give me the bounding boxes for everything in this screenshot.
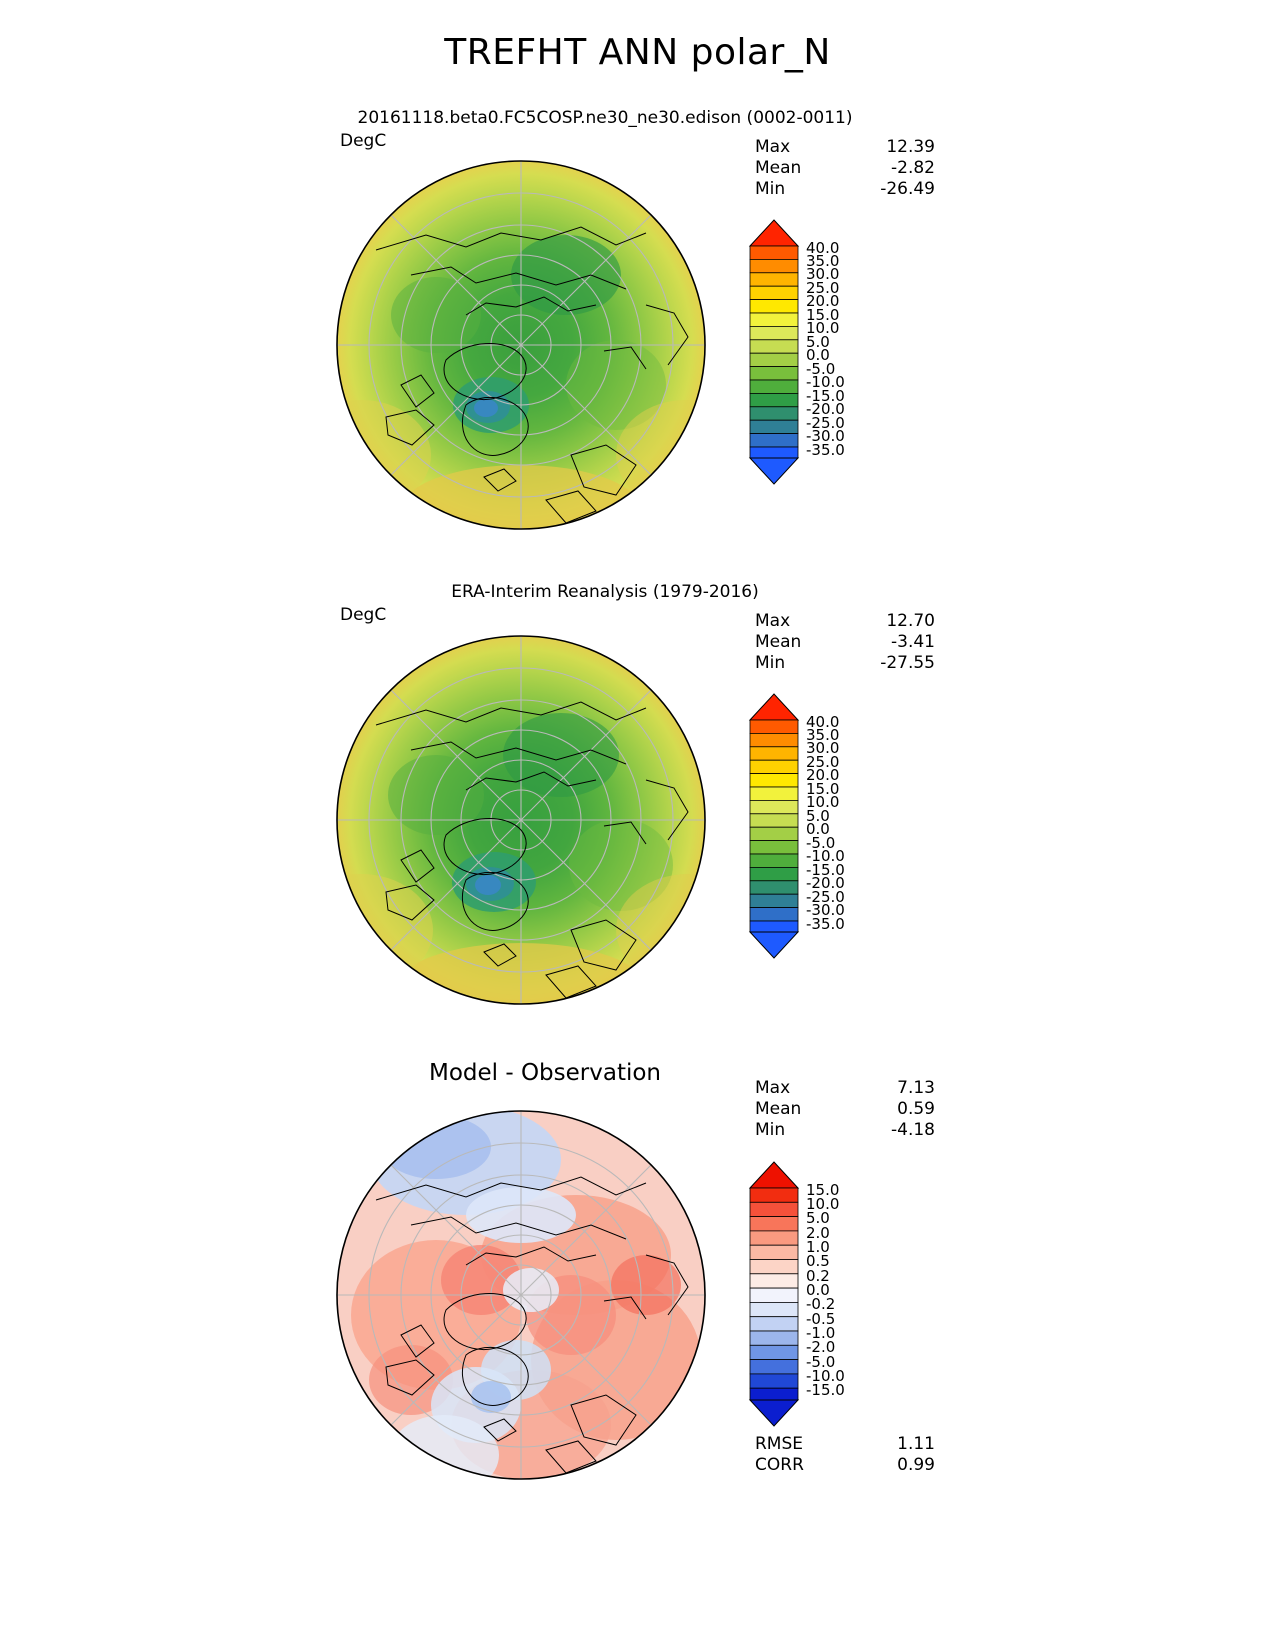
cbar-tick: 15.0 — [806, 780, 840, 798]
panel-model-title: 20161118.beta0.FC5COSP.ne30_ne30.edison (0002-0011) — [357, 108, 853, 128]
panel-observation-units: DegC — [340, 605, 387, 625]
stat-value-mean: 0.59 — [897, 1099, 935, 1119]
panel-difference — [0, 1000, 1275, 1620]
stat-value-min: -27.55 — [880, 653, 935, 673]
cbar-tick: -0.2 — [806, 1295, 836, 1313]
stat-value-max: 12.39 — [886, 137, 935, 157]
cbar-tick: 40.0 — [806, 713, 840, 731]
map-observation — [316, 630, 726, 1010]
stat-label-min: Min — [755, 1120, 786, 1140]
cbar-tick: 30.0 — [806, 265, 840, 283]
cbar-tick: -10.0 — [806, 847, 845, 865]
panel-difference-title: Model - Observation — [428, 1060, 662, 1086]
cbar-tick: 40.0 — [806, 239, 840, 257]
cbar-tick: 15.0 — [806, 1181, 840, 1199]
cbar-tick: -25.0 — [806, 414, 845, 432]
stat-value-mean: -2.82 — [891, 158, 935, 178]
cbar-tick: 10.0 — [806, 1195, 840, 1213]
panel-observation-title: ERA-Interim Reanalysis (1979-2016) — [451, 582, 759, 602]
stat-value-corr: 0.99 — [897, 1455, 935, 1475]
cbar-tick: 20.0 — [806, 292, 840, 310]
cbar-tick: 1.0 — [806, 1238, 830, 1256]
cbar-tick: -25.0 — [806, 888, 845, 906]
figure-title: TREFHT ANN polar_N — [444, 32, 831, 73]
cbar-tick: -1.0 — [806, 1324, 836, 1342]
cbar-tick: -20.0 — [806, 874, 845, 892]
cbar-tick: -15.0 — [806, 387, 845, 405]
cbar-tick: 0.0 — [806, 346, 830, 364]
cbar-tick: -30.0 — [806, 901, 845, 919]
cbar-tick: 10.0 — [806, 319, 840, 337]
cbar-tick: -15.0 — [806, 861, 845, 879]
stat-label-max: Max — [755, 611, 791, 631]
stat-label-max: Max — [755, 1078, 791, 1098]
cbar-tick: 0.0 — [806, 820, 830, 838]
stat-label-mean: Mean — [755, 1099, 802, 1119]
stat-label-mean: Mean — [755, 158, 802, 178]
stat-value-rmse: 1.11 — [897, 1434, 935, 1454]
cbar-tick: -5.0 — [806, 360, 836, 378]
colorbar-observation — [748, 692, 800, 960]
cbar-tick: 35.0 — [806, 252, 840, 270]
colorbar-difference — [748, 1160, 800, 1428]
cbar-tick: -35.0 — [806, 915, 845, 933]
stat-label-min: Min — [755, 179, 786, 199]
map-difference — [316, 1105, 726, 1485]
cbar-tick: -30.0 — [806, 427, 845, 445]
stat-label-rmse: RMSE — [755, 1434, 804, 1454]
cbar-tick: 5.0 — [806, 807, 830, 825]
cbar-tick: -2.0 — [806, 1338, 836, 1356]
stat-label-max: Max — [755, 137, 791, 157]
stat-value-mean: -3.41 — [891, 632, 935, 652]
cbar-tick: -20.0 — [806, 400, 845, 418]
cbar-tick: 30.0 — [806, 739, 840, 757]
cbar-tick: 10.0 — [806, 793, 840, 811]
cbar-tick: 5.0 — [806, 1209, 830, 1227]
stat-label-mean: Mean — [755, 632, 802, 652]
cbar-tick: -10.0 — [806, 373, 845, 391]
stat-value-max: 12.70 — [886, 611, 935, 631]
panel-observation — [0, 476, 1275, 1036]
cbar-tick: 5.0 — [806, 333, 830, 351]
cbar-tick: -15.0 — [806, 1381, 845, 1399]
stat-value-min: -26.49 — [880, 179, 935, 199]
cbar-tick: -10.0 — [806, 1367, 845, 1385]
stat-value-min: -4.18 — [891, 1120, 935, 1140]
cbar-tick: -0.5 — [806, 1310, 836, 1328]
cbar-tick: 0.2 — [806, 1267, 830, 1285]
stat-label-min: Min — [755, 653, 786, 673]
cbar-tick: -5.0 — [806, 1353, 836, 1371]
cbar-tick: 0.5 — [806, 1252, 830, 1270]
cbar-tick: 15.0 — [806, 306, 840, 324]
cbar-tick: 0.0 — [806, 1281, 830, 1299]
colorbar-model — [748, 218, 800, 486]
stat-value-max: 7.13 — [897, 1078, 935, 1098]
cbar-tick: 20.0 — [806, 766, 840, 784]
cbar-tick: 25.0 — [806, 753, 840, 771]
cbar-tick: -35.0 — [806, 441, 845, 459]
panel-model-units: DegC — [340, 131, 387, 151]
cbar-tick: 25.0 — [806, 279, 840, 297]
stat-label-corr: CORR — [755, 1455, 804, 1475]
cbar-tick: -5.0 — [806, 834, 836, 852]
cbar-tick: 2.0 — [806, 1224, 830, 1242]
cbar-tick: 35.0 — [806, 726, 840, 744]
